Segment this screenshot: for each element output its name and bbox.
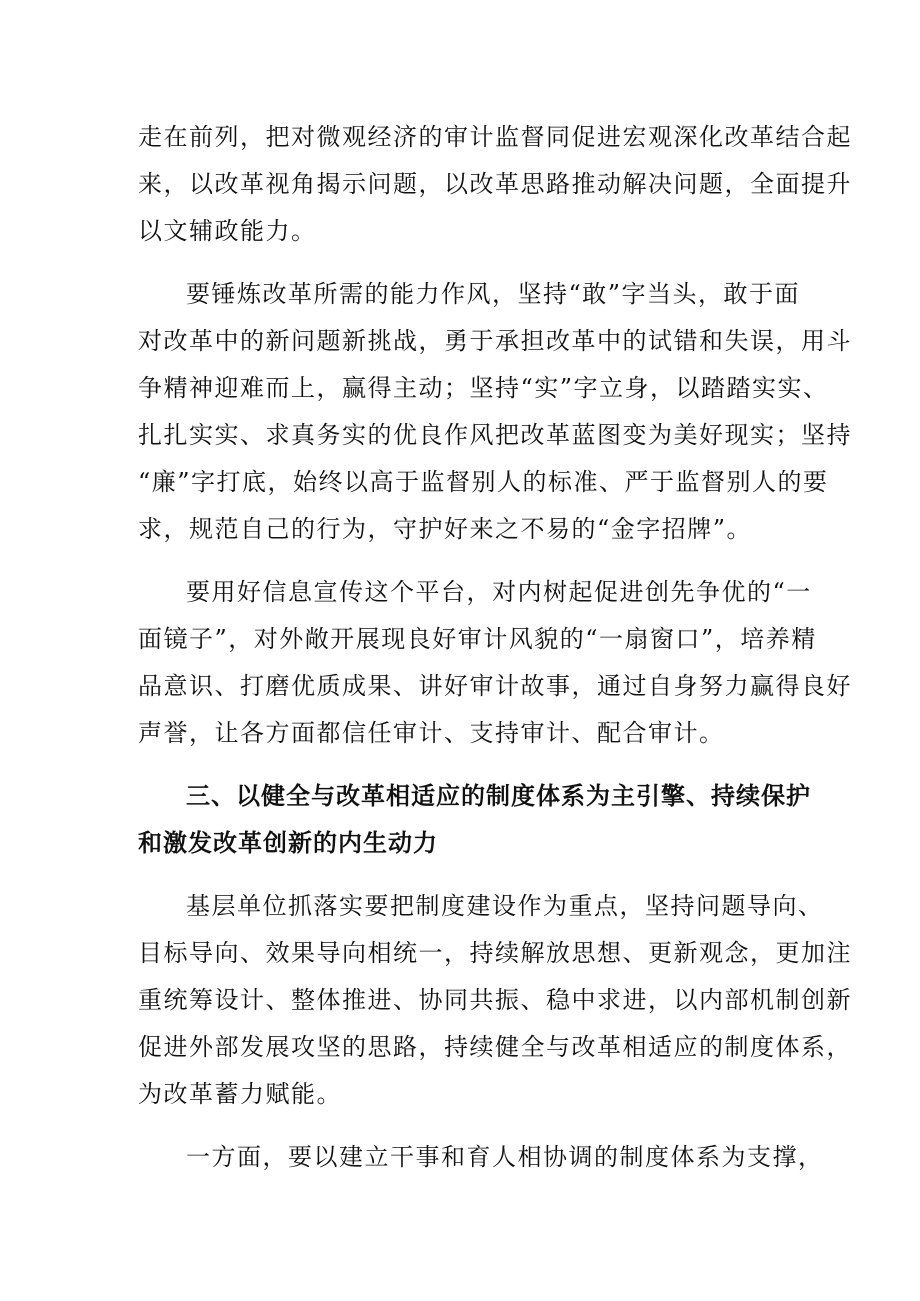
text-line: 争精神迎难而上，赢得主动；坚持“实”字立身，以踏踏实实、 <box>138 374 829 402</box>
text-line: 走在前列，把对微观经济的审计监督同促进宏观深化改革结合起 <box>138 123 852 151</box>
text-line: 要用好信息宣传这个平台，对内树起促进创先争优的“一 <box>186 578 812 606</box>
text-line: 促进外部发展攻坚的思路，持续健全与改革相适应的制度体系， <box>138 1033 852 1061</box>
text-line: 目标导向、效果导向相统一，持续解放思想、更新观念，更加注 <box>138 939 852 967</box>
text-line: 要锤炼改革所需的能力作风，坚持“敢”字当头，敢于面 <box>186 280 801 308</box>
section-heading: 和激发改革创新的内生动力 <box>138 829 438 857</box>
text-line: 求，规范自己的行为，守护好来之不易的“金字招牌”。 <box>138 515 753 543</box>
text-line: 一方面，要以建立干事和育人相协调的制度体系为支撑， <box>186 1143 824 1171</box>
text-line: 基层单位抓落实要把制度建设作为重点，坚持问题导向、 <box>186 892 824 920</box>
text-line: 以文辅政能力。 <box>138 217 317 245</box>
text-line: 扎扎实实、求真务实的优良作风把改革蓝图变为美好现实；坚持 <box>138 421 852 449</box>
section-heading: 三、以健全与改革相适应的制度体系为主引擎、持续保护 <box>186 782 811 810</box>
text-line: 重统筹设计、整体推进、协同共振、稳中求进，以内部机制创新 <box>138 986 852 1014</box>
text-line: 品意识、打磨优质成果、讲好审计故事，通过自身努力赢得良好 <box>138 672 852 700</box>
text-line: 对改革中的新问题新挑战，勇于承担改革中的试错和失误，用斗 <box>138 327 852 355</box>
text-line: 来，以改革视角揭示问题，以改革思路推动解决问题，全面提升 <box>138 170 852 198</box>
text-line: “廉”字打底，始终以高于监督别人的标准、严于监督别人的要 <box>138 468 829 496</box>
text-line: 声誉，让各方面都信任审计、支持审计、配合审计。 <box>138 719 725 747</box>
text-line: 为改革蓄力赋能。 <box>138 1080 342 1108</box>
text-line: 面镜子”，对外敞开展现良好审计风貌的“一扇窗口”，培养精 <box>138 625 817 653</box>
